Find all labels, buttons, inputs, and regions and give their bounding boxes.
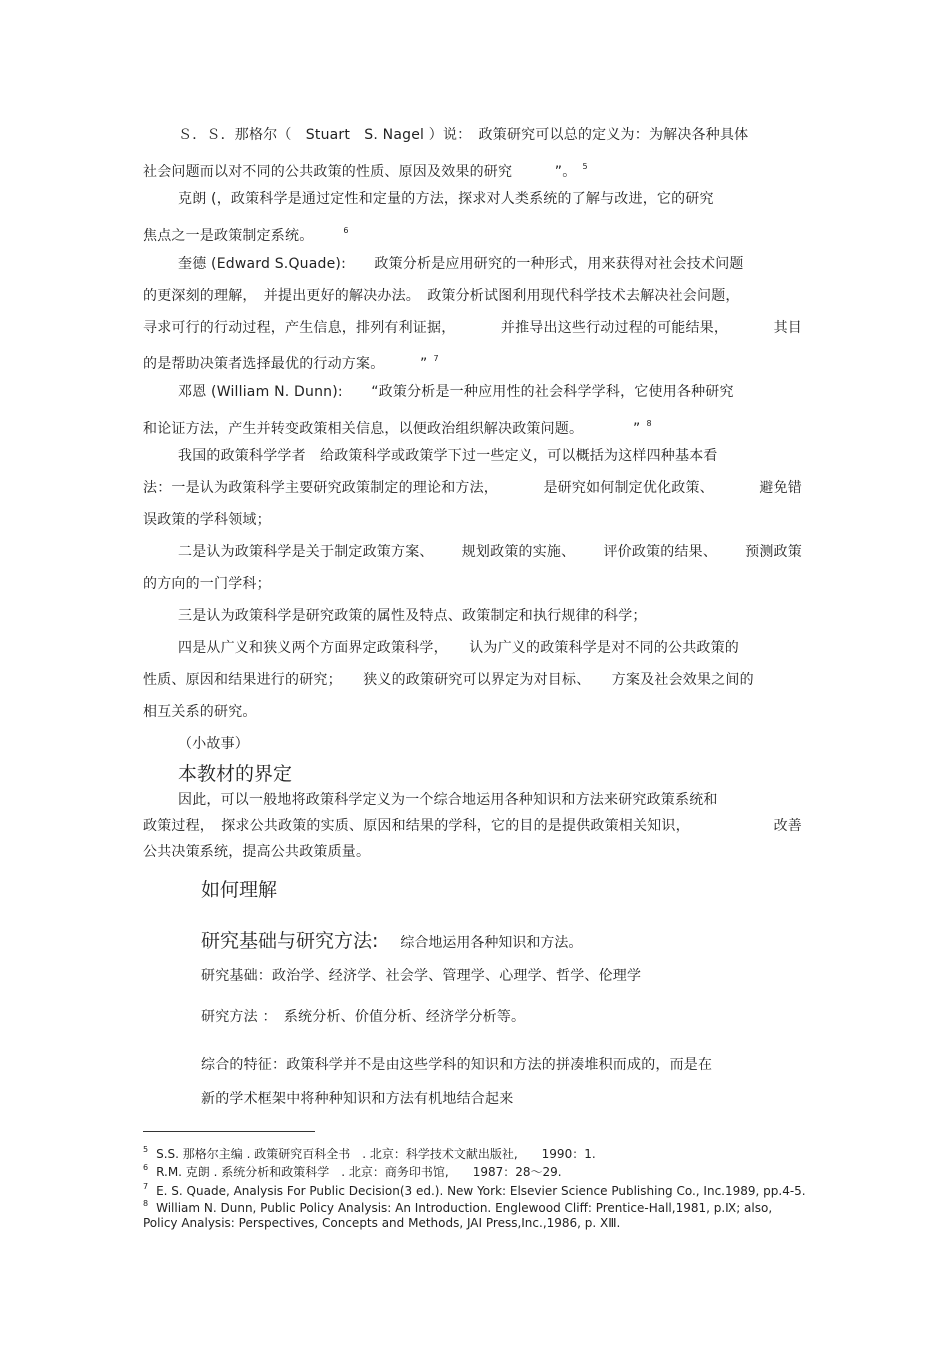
para-third-line1: 三是认为政策科学是研究政策的属性及特点、政策制定和执行规律的科学；	[178, 608, 647, 624]
para-quade-line1: 奎德 (Edward S.Quade): 政策分析是应用研究的一种形式，用来获得对社会技术问题	[178, 256, 744, 272]
footnote-divider	[143, 1131, 315, 1132]
para-kelang-line1: 克朗 (，政策科学是通过定性和定量的方法，探求对人类系统的了解与改进，它的研究	[178, 191, 714, 207]
feature-line1: 综合的特征：政策科学并不是由这些学科的知识和方法的拼凑堆积而成的，而是在	[201, 1057, 713, 1073]
section-title: 本教材的界定	[178, 763, 293, 785]
footnote-ref-7[interactable]: 7	[433, 354, 439, 363]
para-nagel-line1: Ｓ．Ｓ．那格尔（ Stuart S. Nagel ）说： 政策研究可以总的定义为：为解决各种具体	[178, 127, 749, 143]
para-fourth-line2: 性质、原因和结果进行的研究； 狭义的政策研究可以界定为对目标、 方案及社会效果之间的	[143, 672, 754, 688]
para-dunn-line1: 邓恩 (William N. Dunn): “政策分析是一种应用性的社会科学学科，它使用各种研究	[178, 384, 734, 400]
footnote-ref-8[interactable]: 8	[646, 419, 652, 428]
footnote-7: $^7$ E. S. Quade, Analysis For Public Decision(3 ed.). New York: Elsevier Science Publishing Co., Inc.1989, pp.4-5.	[143, 1182, 806, 1198]
para-fourth-line1: 四是从广义和狭义两个方面界定政策科学， 认为广义的政策科学是对不同的公共政策的	[178, 640, 739, 656]
research-method: 研究方法 ： 系统分析、价值分析、经济学分析等。	[201, 1009, 526, 1025]
para-quade-line2: 的更深刻的理解， 并提出更好的解决办法。 政策分析试图利用现代科学技术去解决社会问题，	[143, 288, 740, 304]
para-quade-line4: 的是帮助决策者选择最优的行动方案。 ” $^7$	[143, 354, 439, 372]
definition-line3: 公共决策系统，提高公共政策质量。	[143, 844, 371, 860]
para-china-line2: 法：一是认为政策科学主要研究政策制定的理论和方法， 是研究如何制定优化政策、 避免错	[143, 480, 802, 496]
para-china-line3: 误政策的学科领域；	[143, 512, 271, 528]
footnote-5: $^5$ S.S. 那格尔主编 . 政策研究百科全书 . 北京：科学技术文献出版社, 1990：1.	[143, 1145, 596, 1161]
para-second-line2: 的方向的一门学科；	[143, 576, 271, 592]
para-fourth-line3: 相互关系的研究。	[143, 704, 257, 720]
para-kelang-line2: 焦点之一是政策制定系统。 $^6$	[143, 226, 349, 244]
footnote-8-cont: Policy Analysis: Perspectives, Concepts and Methods, JAI Press,Inc.,1986, p. ⅩⅢ.	[143, 1216, 621, 1230]
research-title-note: 综合地运用各种知识和方法。	[400, 935, 583, 951]
footnote-6: $^6$ R.M. 克朗 . 系统分析和政策科学 . 北京：商务印书馆, 1987：28～29.	[143, 1163, 562, 1179]
feature-line2: 新的学术框架中将种种知识和方法有机地结合起来	[201, 1091, 514, 1107]
para-quade-line3: 寻求可行的行动过程，产生信息，排列有利证据， 并推导出这些行动过程的可能结果， 其目	[143, 320, 802, 336]
research-title: 研究基础与研究方法: 综合地运用各种知识和方法。	[201, 930, 583, 952]
understand-title: 如何理解	[201, 879, 278, 901]
para-nagel-line2: 社会问题而以对不同的公共政策的性质、原因及效果的研究 ”。 $^5$	[143, 162, 588, 180]
story-label: （小故事）	[178, 736, 249, 752]
footnote-ref-6[interactable]: 6	[343, 226, 349, 235]
footnote-8: $^8$ William N. Dunn, Public Policy Analysis: An Introduction. Englewood Cliff: Prentice-Hall,1981, p.Ⅸ; also,	[143, 1199, 773, 1215]
para-dunn-line2: 和论证方法，产生并转变政策相关信息，以便政治组织解决政策问题。 ” $^8$	[143, 419, 652, 437]
para-china-line1: 我国的政策科学学者 给政策科学或政策学下过一些定义，可以概括为这样四种基本看	[178, 448, 718, 464]
definition-line1: 因此，可以一般地将政策科学定义为一个综合地运用各种知识和方法来研究政策系统和	[178, 792, 718, 808]
para-second-line1: 二是认为政策科学是关于制定政策方案、 规划政策的实施、 评价政策的结果、 预测政策	[178, 544, 802, 560]
definition-line2: 政策过程， 探求公共政策的实质、原因和结果的学科，它的目的是提供政策相关知识， 改善	[143, 818, 802, 834]
footnote-ref-5[interactable]: 5	[582, 162, 588, 171]
research-basis: 研究基础：政治学、经济学、社会学、管理学、心理学、哲学、伦理学	[201, 968, 642, 984]
